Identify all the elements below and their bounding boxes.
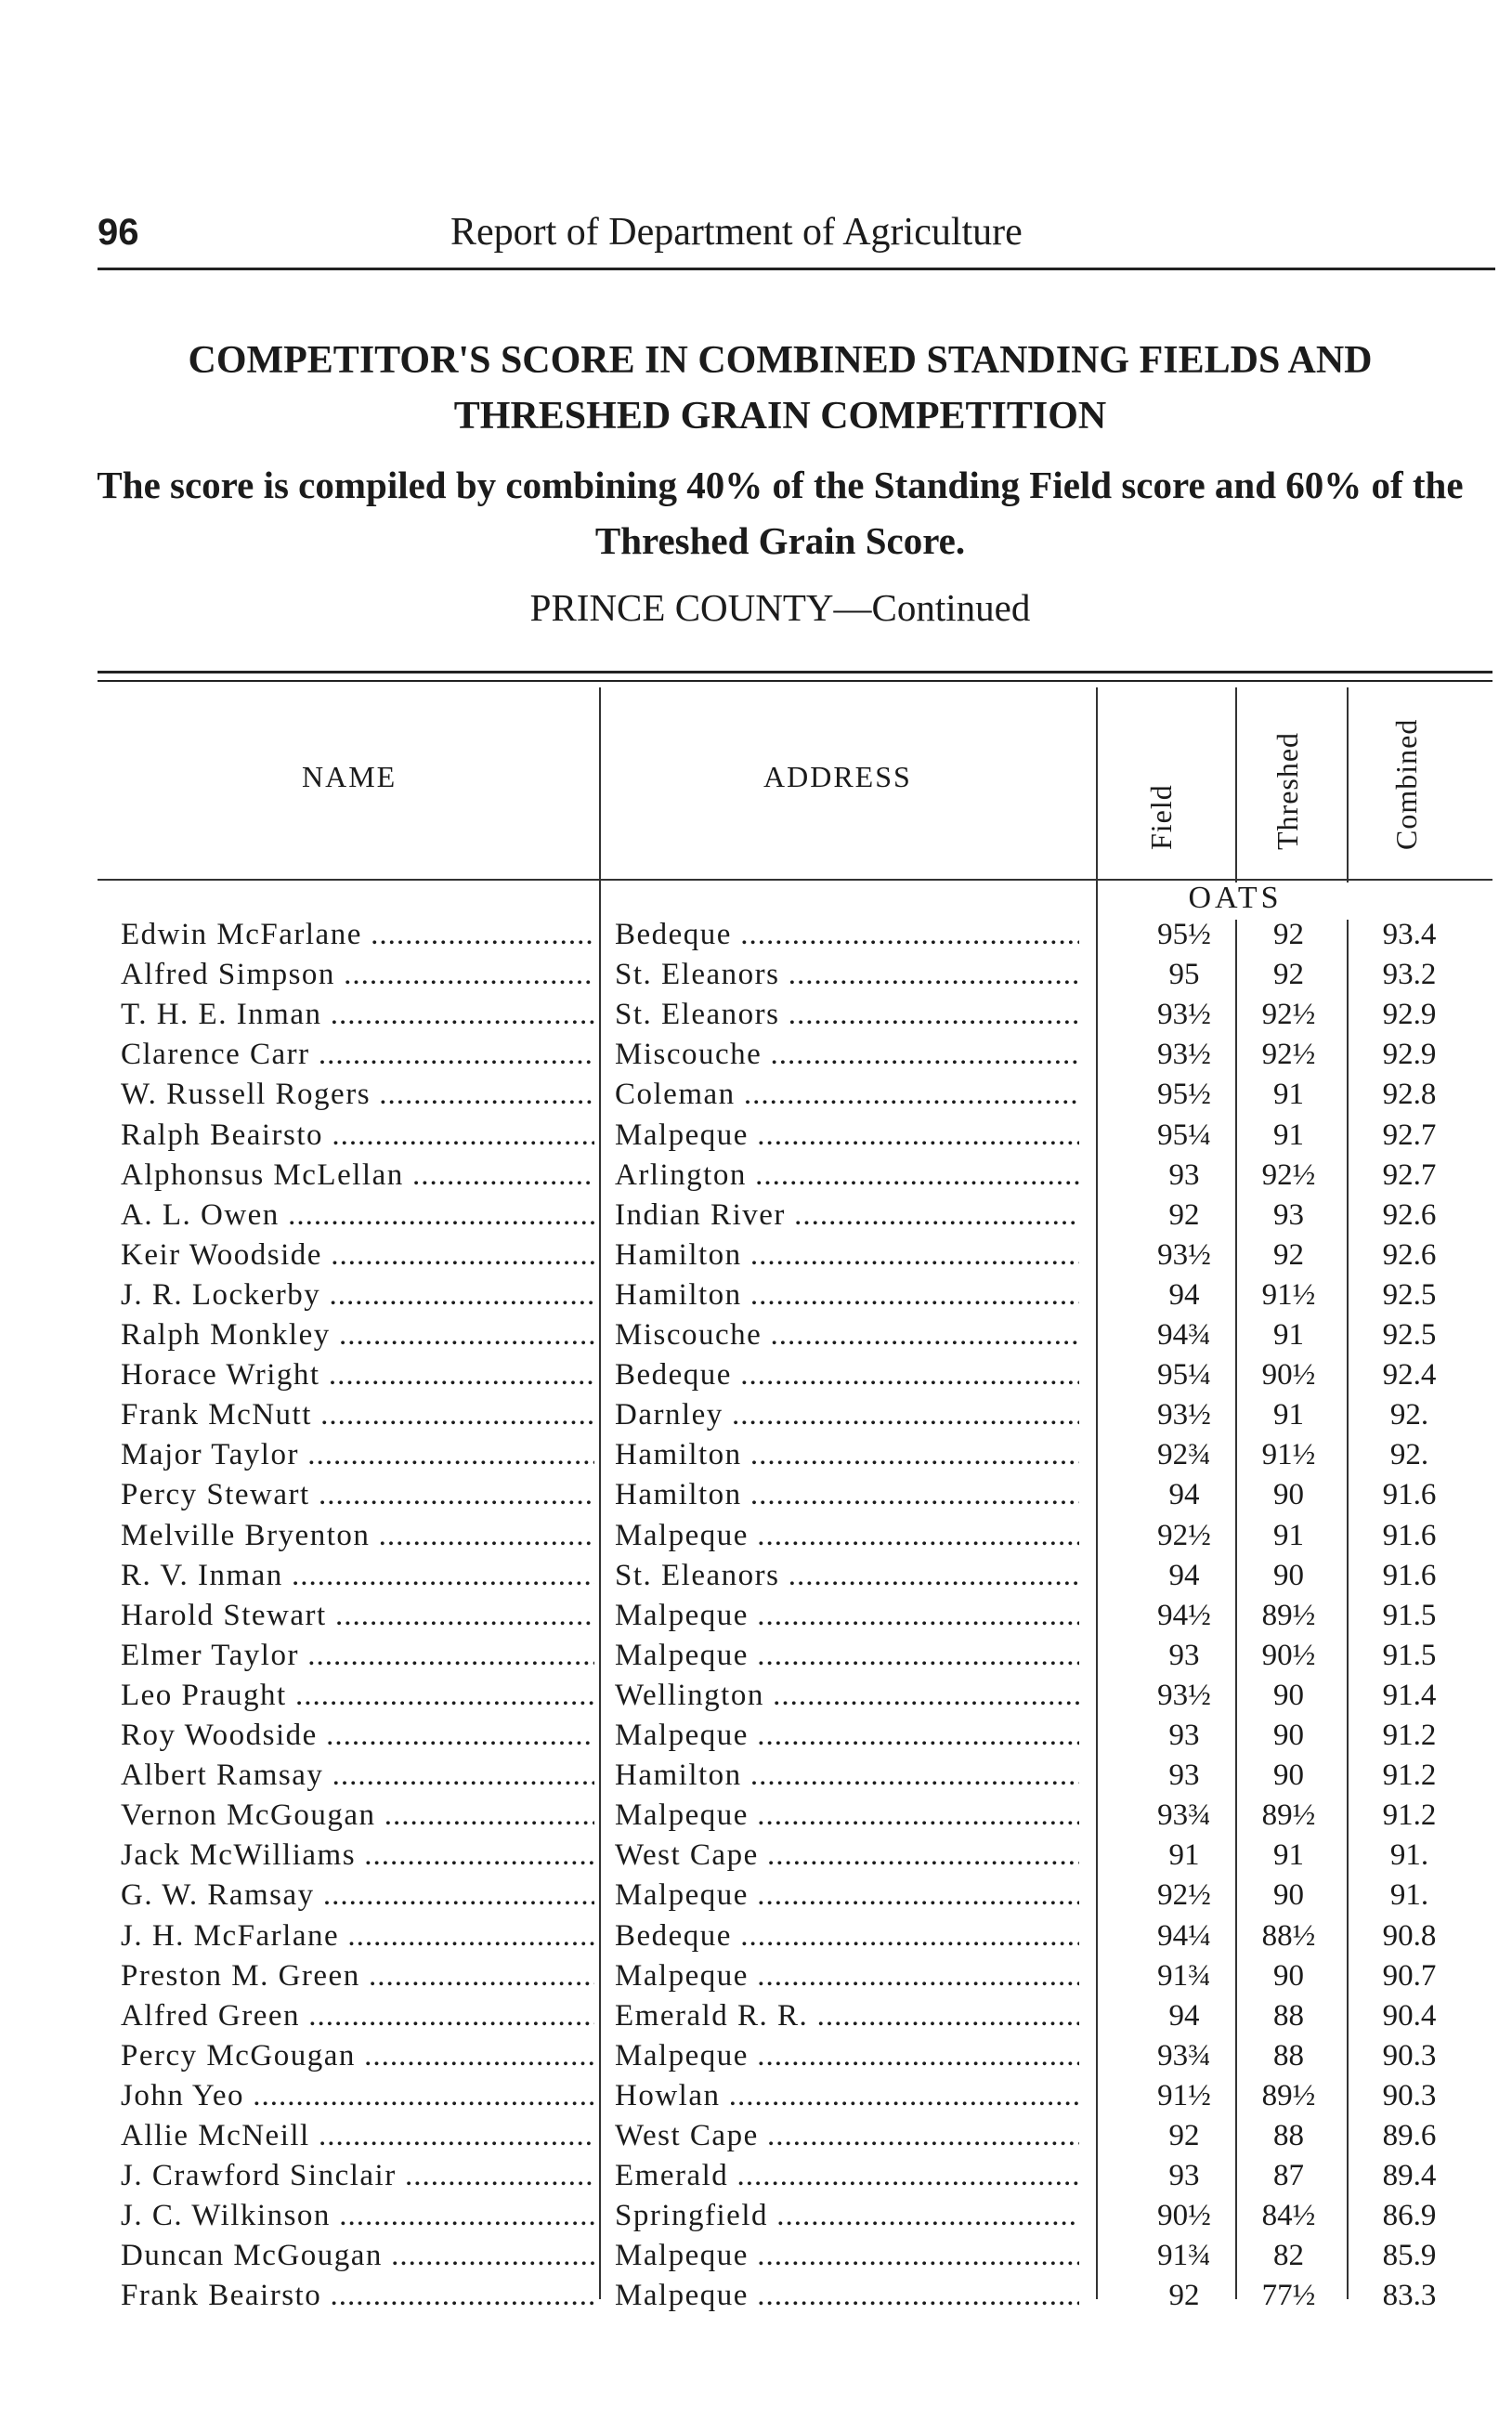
threshed-score: 89½ [1261,1598,1316,1632]
competitor-address: Howlan ..... [615,2079,1079,2113]
table-row [0,1158,1512,1198]
competitor-name: A. L. Owen ..... [121,1198,594,1233]
combined-score: 91.2 [1382,1759,1437,1793]
combined-score: 91. [1389,1838,1429,1873]
combined-score: 92.4 [1382,1358,1437,1393]
column-header-field: Field [1144,784,1178,850]
table-row [0,998,1512,1038]
combined-score: 90.3 [1382,2078,1437,2112]
threshed-score: 90½ [1261,1358,1316,1393]
competitor-name: J. H. McFarlane ..... [121,1919,594,1954]
combined-score: 91.5 [1382,1638,1437,1672]
threshed-score: 90 [1273,1558,1304,1592]
competitor-address: Bedeque ..... [615,918,1079,952]
competitor-name: Major Taylor ..... [121,1438,594,1472]
competitor-address: Indian River ..... [615,1198,1079,1233]
combined-score: 91. [1389,1878,1429,1913]
table-row [0,1679,1512,1719]
competitor-name: Jack McWilliams ..... [121,1838,594,1873]
combined-score: 90.3 [1382,2038,1437,2072]
combined-score: 91.5 [1382,1598,1437,1632]
threshed-score: 92½ [1261,1157,1316,1192]
threshed-score: 84½ [1261,2199,1316,2233]
threshed-score: 90 [1273,1478,1304,1512]
table-row [0,1878,1512,1918]
threshed-score: 91 [1273,1398,1304,1432]
competitor-name: G. W. Ramsay ..... [121,1878,594,1913]
threshed-score: 89½ [1261,1798,1316,1833]
table-row [0,1959,1512,1999]
running-head [98,206,1500,262]
table-row [0,1559,1512,1599]
threshed-score: 90 [1273,1878,1304,1913]
field-score: 93¾ [1157,1798,1211,1833]
combined-score: 90.4 [1382,1998,1437,2033]
threshed-score: 91 [1273,1518,1304,1552]
section-label-oats: OATS [1188,881,1283,915]
field-score: 92 [1168,1197,1200,1232]
competitor-address: Coleman ..... [615,1078,1079,1112]
table-row [0,2199,1512,2239]
table-row [0,2079,1512,2119]
threshed-score: 91 [1273,1078,1304,1112]
competitor-address: Wellington ..... [615,1679,1079,1713]
competitor-name: Melville Bryenton ..... [121,1519,594,1553]
competitor-name: Harold Stewart ..... [121,1599,594,1633]
combined-score: 93.2 [1382,958,1437,992]
table-title: COMPETITOR'S SCORE IN COMBINED STANDING FIELDS AND THRESHED GRAIN COMPETITION [188,339,1373,438]
combined-score: 91.2 [1382,1798,1437,1833]
competitor-name: John Yeo ..... [121,2079,594,2113]
combined-score: 92.6 [1382,1197,1437,1232]
competitor-address: Malpeque ..... [615,1599,1079,1633]
competitor-address: West Cape ..... [615,2119,1079,2153]
threshed-score: 90 [1273,1678,1304,1712]
field-score: 94½ [1157,1598,1211,1632]
table-row [0,1999,1512,2039]
competitor-name: T. H. E. Inman ..... [121,998,594,1032]
competitor-name: Leo Praught ..... [121,1679,594,1713]
combined-score: 91.4 [1382,1678,1437,1712]
header-rule [98,268,1495,270]
table-row [0,1438,1512,1478]
threshed-score: 88 [1273,2119,1304,2152]
competitor-address: Bedeque ..... [615,1358,1079,1393]
table-row [0,1759,1512,1798]
competitor-name: Clarence Carr ..... [121,1038,594,1072]
combined-score: 92.8 [1382,1078,1437,1112]
field-score: 91¾ [1157,2239,1211,2273]
competitor-address: Miscouche ..... [615,1318,1079,1353]
combined-score: 92. [1389,1438,1429,1472]
competitor-address: Darnley ..... [615,1398,1079,1432]
field-score: 94 [1168,1558,1200,1592]
field-score: 94 [1168,1277,1200,1312]
field-score: 93½ [1157,1237,1211,1272]
competitor-address: Emerald ..... [615,2159,1079,2193]
table-row [0,2279,1512,2319]
field-score: 93½ [1157,1038,1211,1072]
table-row [0,1278,1512,1318]
column-header-combined: Combined [1389,718,1423,850]
threshed-score: 88 [1273,2038,1304,2072]
competitor-name: Percy Stewart ..... [121,1478,594,1512]
competitor-address: Malpeque ..... [615,1639,1079,1673]
table-row [0,1599,1512,1639]
threshed-score: 88 [1273,1998,1304,2033]
field-score: 91¾ [1157,1958,1211,1993]
table-subtitle: The score is compiled by combining 40% of the Standing Field score and 60% of the Threshed Grain Score. [97,464,1464,562]
running-title: Report of Department of Agriculture [450,211,1023,254]
competitor-address: West Cape ..... [615,1838,1079,1873]
field-score: 93½ [1157,998,1211,1032]
table-row [0,1719,1512,1759]
field-score: 92½ [1157,1518,1211,1552]
county-heading: PRINCE COUNTY—Continued [529,586,1031,629]
field-score: 90½ [1157,2199,1211,2233]
competitor-name: Percy McGougan ..... [121,2039,594,2073]
competitor-address: Hamilton ..... [615,1759,1079,1793]
competitor-address: Arlington ..... [615,1158,1079,1193]
competitor-address: Malpeque ..... [615,2279,1079,2313]
competitor-address: Emerald R. R. ..... [615,1999,1079,2033]
combined-score: 90.7 [1382,1958,1437,1993]
competitor-name: R. V. Inman ..... [121,1559,594,1593]
field-score: 93¾ [1157,2038,1211,2072]
threshed-score: 92½ [1261,1038,1316,1072]
competitor-address: Miscouche ..... [615,1038,1079,1072]
competitor-name: Duncan McGougan ..... [121,2239,594,2273]
field-score: 93½ [1157,1398,1211,1432]
combined-score: 92.5 [1382,1318,1437,1352]
table-row [0,1838,1512,1878]
table-row [0,1519,1512,1559]
competitor-address: Malpeque ..... [615,1878,1079,1913]
field-score: 95¼ [1157,1118,1211,1152]
competitor-address: Malpeque ..... [615,2239,1079,2273]
threshed-score: 91½ [1261,1438,1316,1472]
competitor-name: Elmer Taylor ..... [121,1639,594,1673]
field-score: 93½ [1157,1678,1211,1712]
table-row [0,1398,1512,1438]
combined-score: 93.4 [1382,918,1437,951]
field-score: 92 [1168,2119,1200,2152]
competitor-address: Hamilton ..... [615,1438,1079,1472]
combined-score: 92.9 [1382,998,1437,1032]
threshed-score: 87 [1273,2159,1304,2193]
table-row [0,2119,1512,2159]
threshed-score: 92½ [1261,998,1316,1032]
column-rule-field-top [1235,687,1237,883]
competitor-name: Preston M. Green ..... [121,1959,594,1994]
column-rule-threshed-top [1347,687,1349,883]
table-row [0,1238,1512,1278]
field-score: 93 [1168,1719,1200,1752]
competitor-address: Malpeque ..... [615,1118,1079,1153]
threshed-score: 90 [1273,1759,1304,1793]
table-row [0,918,1512,958]
field-score: 94¾ [1157,1318,1211,1352]
competitor-name: Ralph Monkley ..... [121,1318,594,1353]
competitor-name: Allie McNeill ..... [121,2119,594,2153]
combined-score: 91.6 [1382,1518,1437,1552]
competitor-name: J. Crawford Sinclair ..... [121,2159,594,2193]
table-row [0,1798,1512,1838]
table-top-rule-inner [98,680,1492,682]
competitor-name: Frank McNutt ..... [121,1398,594,1432]
threshed-score: 90 [1273,1719,1304,1752]
combined-score: 91.6 [1382,1478,1437,1512]
competitor-address: Malpeque ..... [615,1959,1079,1994]
combined-score: 85.9 [1382,2239,1437,2273]
combined-score: 89.4 [1382,2159,1437,2193]
field-score: 93 [1168,2159,1200,2193]
field-score: 95¼ [1157,1358,1211,1393]
combined-score: 90.8 [1382,1918,1437,1953]
threshed-score: 91 [1273,1118,1304,1152]
combined-score: 92.7 [1382,1157,1437,1192]
threshed-score: 93 [1273,1197,1304,1232]
threshed-score: 92 [1273,958,1304,992]
table-row [0,1198,1512,1238]
page-number: 96 [98,212,139,253]
competitor-name: Alfred Green ..... [121,1999,594,2033]
competitor-name: Albert Ramsay ..... [121,1759,594,1793]
combined-score: 92.9 [1382,1038,1437,1072]
combined-score: 89.6 [1382,2119,1437,2152]
field-score: 92¾ [1157,1438,1211,1472]
threshed-score: 92 [1273,1237,1304,1272]
competitor-name: Roy Woodside ..... [121,1719,594,1753]
field-score: 95 [1168,958,1200,992]
combined-score: 91.6 [1382,1558,1437,1592]
competitor-address: Malpeque ..... [615,1719,1079,1753]
competitor-address: St. Eleanors ..... [615,998,1079,1032]
threshed-score: 91½ [1261,1277,1316,1312]
field-score: 93 [1168,1759,1200,1793]
competitor-address: Malpeque ..... [615,1519,1079,1553]
combined-score: 83.3 [1382,2279,1437,2313]
threshed-score: 88½ [1261,1918,1316,1953]
competitor-address: Malpeque ..... [615,1798,1079,1833]
competitor-name: Alphonsus McLellan ..... [121,1158,594,1193]
column-header-address: ADDRESS [763,760,912,793]
field-score: 92 [1168,2279,1200,2313]
field-score: 95½ [1157,1078,1211,1112]
column-header-threshed: Threshed [1271,731,1304,850]
table-row [0,1318,1512,1358]
competitor-address: Springfield ..... [615,2199,1079,2233]
competitor-name: Frank Beairsto ..... [121,2279,594,2313]
combined-score: 86.9 [1382,2199,1437,2233]
threshed-score: 82 [1273,2239,1304,2273]
threshed-score: 92 [1273,918,1304,951]
combined-score: 92. [1389,1398,1429,1432]
competitor-name: Ralph Beairsto ..... [121,1118,594,1153]
table-top-rule [98,671,1492,673]
threshed-score: 91 [1273,1838,1304,1873]
competitor-name: J. R. Lockerby ..... [121,1278,594,1313]
competitor-name: Vernon McGougan ..... [121,1798,594,1833]
combined-score: 92.5 [1382,1277,1437,1312]
field-score: 95½ [1157,918,1211,951]
threshed-score: 77½ [1261,2279,1316,2313]
table-row [0,2039,1512,2079]
threshed-score: 90½ [1261,1638,1316,1672]
field-score: 94¼ [1157,1918,1211,1953]
table-row [0,1639,1512,1679]
competitor-address: Hamilton ..... [615,1278,1079,1313]
combined-score: 92.7 [1382,1118,1437,1152]
competitor-name: W. Russell Rogers ..... [121,1078,594,1112]
threshed-score: 91 [1273,1318,1304,1352]
field-score: 92½ [1157,1878,1211,1913]
competitor-address: Hamilton ..... [615,1478,1079,1512]
table-row [0,1358,1512,1398]
field-score: 91½ [1157,2078,1211,2112]
combined-score: 92.6 [1382,1237,1437,1272]
table-row [0,2159,1512,2199]
competitor-address: St. Eleanors ..... [615,958,1079,992]
competitor-name: Horace Wright ..... [121,1358,594,1393]
table-row [0,958,1512,998]
competitor-address: Malpeque ..... [615,2039,1079,2073]
table-row [0,1478,1512,1518]
competitor-address: Hamilton ..... [615,1238,1079,1273]
field-score: 91 [1168,1838,1200,1873]
competitor-address: St. Eleanors ..... [615,1559,1079,1593]
table-row [0,1118,1512,1158]
field-score: 93 [1168,1157,1200,1192]
table-row [0,1919,1512,1959]
column-header-name: NAME [302,760,398,793]
competitor-name: Keir Woodside ..... [121,1238,594,1273]
competitor-name: Edwin McFarlane ..... [121,918,594,952]
table-row [0,1078,1512,1118]
threshed-score: 89½ [1261,2078,1316,2112]
threshed-score: 90 [1273,1958,1304,1993]
competitor-address: Bedeque ..... [615,1919,1079,1954]
competitor-name: Alfred Simpson ..... [121,958,594,992]
combined-score: 91.2 [1382,1719,1437,1752]
field-score: 94 [1168,1998,1200,2033]
field-score: 94 [1168,1478,1200,1512]
field-score: 93 [1168,1638,1200,1672]
competitor-name: J. C. Wilkinson ..... [121,2199,594,2233]
table-row [0,2239,1512,2279]
table-row [0,1038,1512,1078]
